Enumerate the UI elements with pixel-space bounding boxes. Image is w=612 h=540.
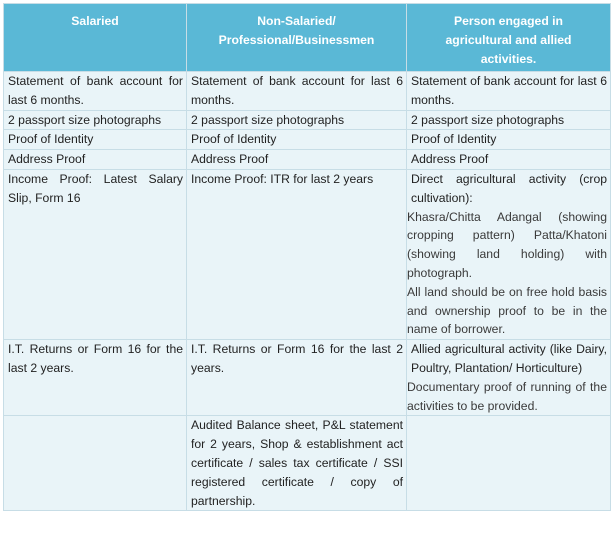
- header-agri-line1: Person engaged in: [453, 14, 564, 28]
- cell-non-salaried-address: Address Proof: [187, 150, 407, 170]
- cell-agri-identity: Proof of Identity: [407, 130, 611, 150]
- header-agri-line3: activities.: [480, 52, 537, 66]
- cell-non-salaried-identity: Proof of Identity: [187, 130, 407, 150]
- cell-non-salaried-photos: 2 passport size photographs: [187, 110, 407, 130]
- cell-salaried-identity: Proof of Identity: [4, 130, 187, 150]
- agri-income-land-records: Khasra/Chitta Adangal (showing cropping pattern) Patta/Khatoni (showing land holding) with photograph.: [407, 209, 607, 280]
- cell-salaried-photos: 2 passport size photographs: [4, 110, 187, 130]
- table-row-income: [4, 169, 611, 339]
- documents-table: [3, 3, 611, 511]
- header-non-salaried-line2: Professional/Businessmen: [218, 33, 375, 47]
- table-row-photographs: [4, 110, 611, 130]
- cell-non-salaried-audited: Audited Balance sheet, P&L statement for 2 years, Shop & establishment act certificate / sales tax certificate / SSI registered certificate / copy of partnership.: [187, 416, 407, 511]
- table-row-audited: [4, 416, 611, 511]
- header-agri-line2: agricultural and allied: [445, 33, 572, 47]
- agri-allied-proof: Documentary proof of running of the activities to be provided.: [407, 379, 607, 413]
- header-non-salaried-line1: Non-Salaried/: [257, 14, 336, 28]
- cell-agri-bank: Statement of bank account for last 6 months.: [407, 72, 611, 111]
- cell-salaried-income: Income Proof: Latest Salary Slip, Form 16: [4, 169, 187, 339]
- cell-agri-address: Address Proof: [407, 150, 611, 170]
- cell-salaried-it-returns: I.T. Returns or Form 16 for the last 2 years.: [4, 340, 187, 416]
- cell-agri-allied: [407, 340, 611, 416]
- cell-salaried-address: Address Proof: [4, 150, 187, 170]
- agri-income-main: Direct agricultural activity (crop cultivation):: [411, 171, 607, 205]
- cell-agri-income: [407, 169, 611, 339]
- cell-non-salaried-income: Income Proof: ITR for last 2 years: [187, 169, 407, 339]
- cell-salaried-bank: Statement of bank account for last 6 months.: [4, 72, 187, 111]
- header-agri: [407, 4, 611, 72]
- agri-allied-main: Allied agricultural activity (like Dairy, Poultry, Plantation/ Horticulture): [411, 342, 607, 375]
- header-row: [4, 4, 611, 72]
- header-salaried-label: Salaried: [71, 14, 119, 28]
- cell-non-salaried-it-returns: I.T. Returns or Form 16 for the last 2 years.: [187, 340, 407, 416]
- cell-agri-empty: [407, 416, 611, 511]
- table-row-identity: [4, 130, 611, 150]
- cell-agri-photos: 2 passport size photographs: [407, 110, 611, 130]
- agri-income-ownership: All land should be on free hold basis and ownership proof to be in the name of borrower.: [407, 284, 607, 337]
- table-row-it-returns: [4, 340, 611, 416]
- cell-non-salaried-bank: Statement of bank account for last 6 months.: [187, 72, 407, 111]
- table-row-address: [4, 150, 611, 170]
- cell-salaried-empty: [4, 416, 187, 511]
- table-row-bank-statement: [4, 72, 611, 111]
- header-salaried: [4, 4, 187, 72]
- header-non-salaried: [187, 4, 407, 72]
